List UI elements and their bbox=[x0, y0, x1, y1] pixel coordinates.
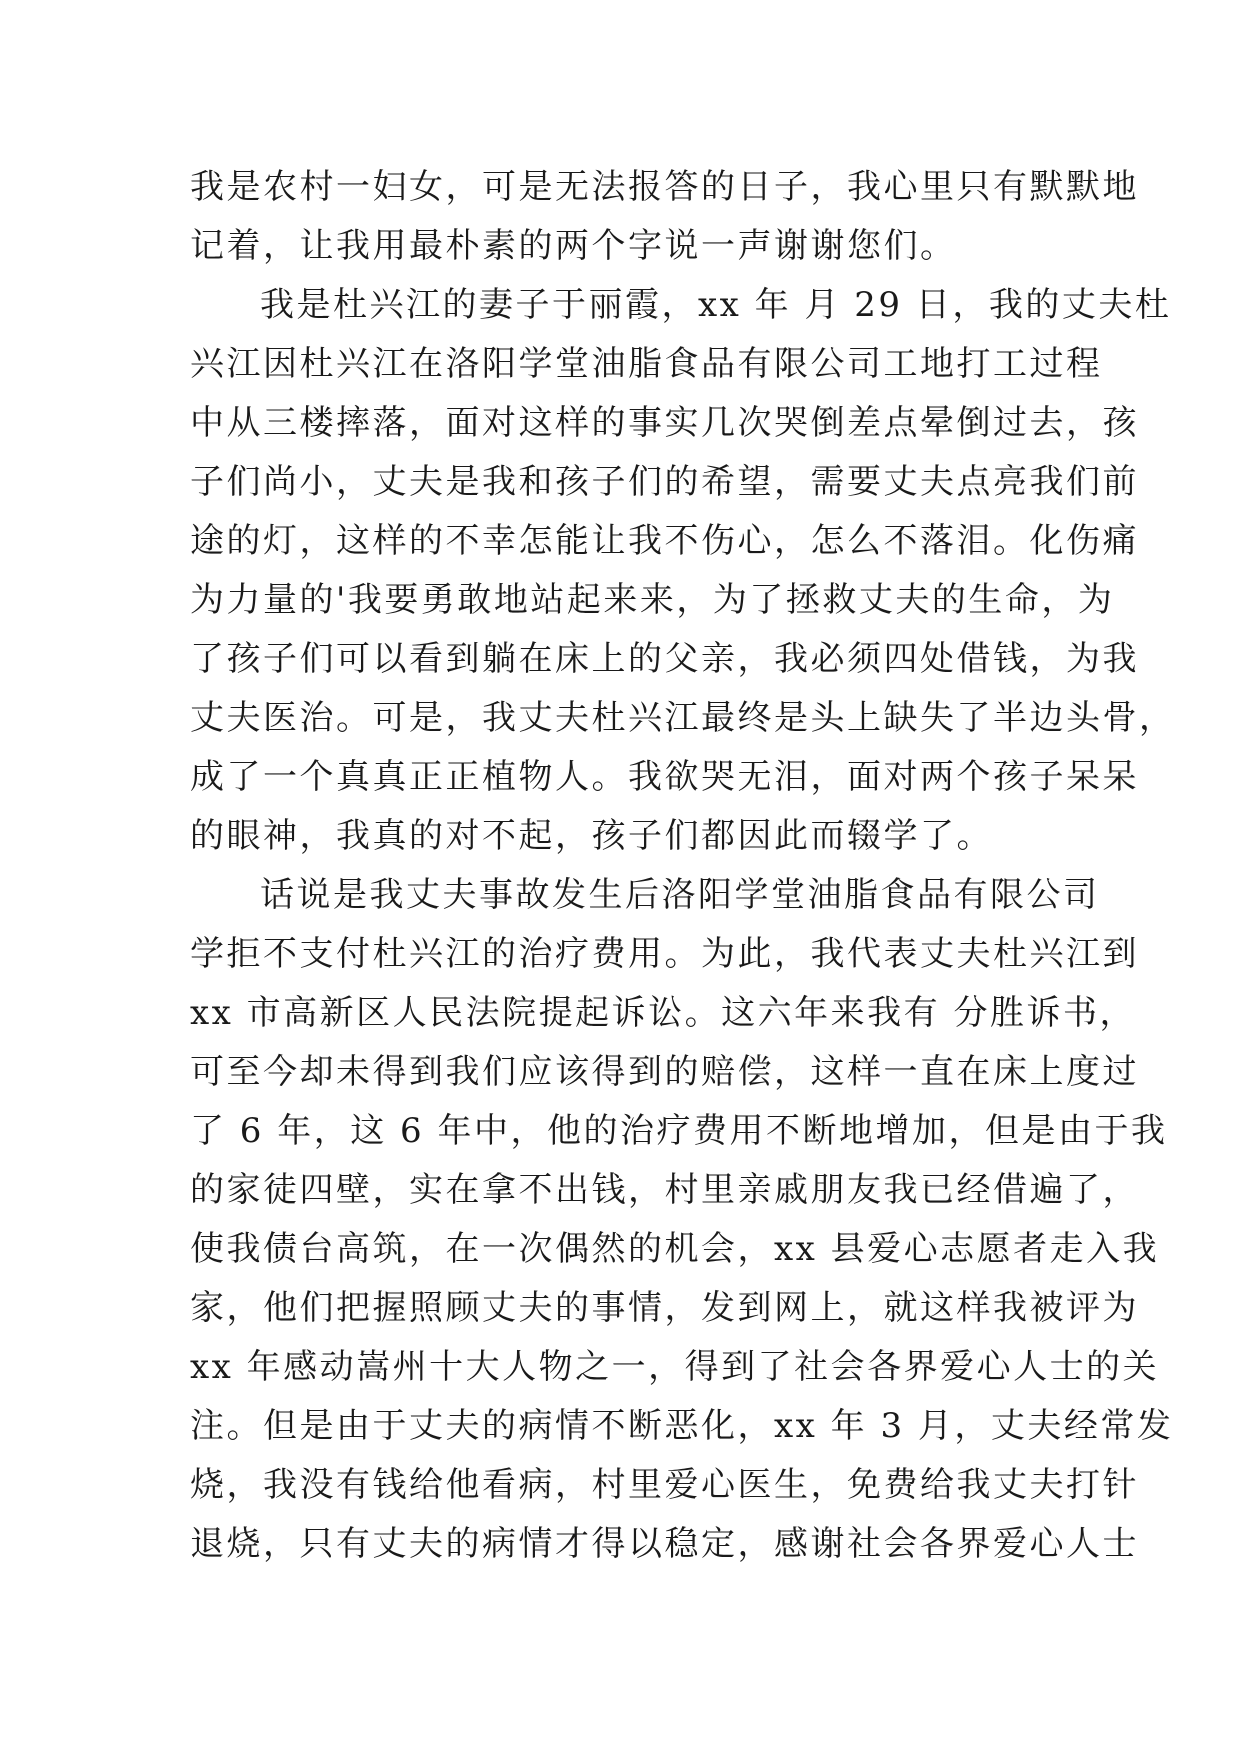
text-line: 学拒不支付杜兴江的治疗费用。为此，我代表丈夫杜兴江到 bbox=[190, 934, 1139, 974]
text-line: 丈夫医治。可是，我丈夫杜兴江最终是头上缺失了半边头骨， bbox=[190, 698, 1176, 738]
text-line: 话说是我丈夫事故发生后洛阳学堂油脂食品有限公司 bbox=[260, 875, 1100, 915]
document-body bbox=[190, 158, 1176, 1574]
text-line: 使我债台高筑，在一次偶然的机会，xx 县爱心志愿者走入我 bbox=[190, 1229, 1160, 1269]
text-line: xx 市高新区人民法院提起诉讼。这六年来我有 分胜诉书， bbox=[190, 993, 1136, 1033]
text-line: 家，他们把握照顾丈夫的事情，发到网上，就这样我被评为 bbox=[190, 1288, 1139, 1328]
text-line: 注。但是由于丈夫的病情不断恶化，xx 年 3 月，丈夫经常发 bbox=[190, 1406, 1174, 1446]
text-line: 成了一个真真正正植物人。我欲哭无泪，面对两个孩子呆呆 bbox=[190, 757, 1139, 797]
text-line: 为力量的'我要勇敢地站起来来，为了拯救丈夫的生命，为 bbox=[190, 580, 1115, 620]
text-line: 了 6 年，这 6 年中，他的治疗费用不断地增加，但是由于我 bbox=[190, 1111, 1168, 1151]
text-line: 我是农村一妇女，可是无法报答的日子，我心里只有默默地 bbox=[190, 167, 1139, 207]
text-line: 兴江因杜兴江在洛阳学堂油脂食品有限公司工地打工过程 bbox=[190, 344, 1103, 384]
text-line: 我是杜兴江的妻子于丽霞，xx 年 月 29 日，我的丈夫杜 bbox=[260, 285, 1172, 325]
text-line: 途的灯，这样的不幸怎能让我不伤心，怎么不落泪。化伤痛 bbox=[190, 521, 1139, 561]
text-line: 可至今却未得到我们应该得到的赔偿，这样一直在床上度过 bbox=[190, 1052, 1139, 1092]
text-line: 记着，让我用最朴素的两个字说一声谢谢您们。 bbox=[190, 226, 957, 266]
text-line: 了孩子们可以看到躺在床上的父亲，我必须四处借钱，为我 bbox=[190, 639, 1139, 679]
text-line: xx 年感动嵩州十大人物之一，得到了社会各界爱心人士的关 bbox=[190, 1347, 1160, 1387]
text-line: 的眼神，我真的对不起，孩子们都因此而辍学了。 bbox=[190, 816, 993, 856]
text-line: 子们尚小，丈夫是我和孩子们的希望，需要丈夫点亮我们前 bbox=[190, 462, 1139, 502]
text-line: 中从三楼摔落，面对这样的事实几次哭倒差点晕倒过去，孩 bbox=[190, 403, 1139, 443]
text-line: 退烧，只有丈夫的病情才得以稳定，感谢社会各界爱心人士 bbox=[190, 1524, 1139, 1564]
text-line: 烧，我没有钱给他看病，村里爱心医生，免费给我丈夫打针 bbox=[190, 1465, 1139, 1505]
text-line: 的家徒四壁，实在拿不出钱，村里亲戚朋友我已经借遍了， bbox=[190, 1170, 1139, 1210]
